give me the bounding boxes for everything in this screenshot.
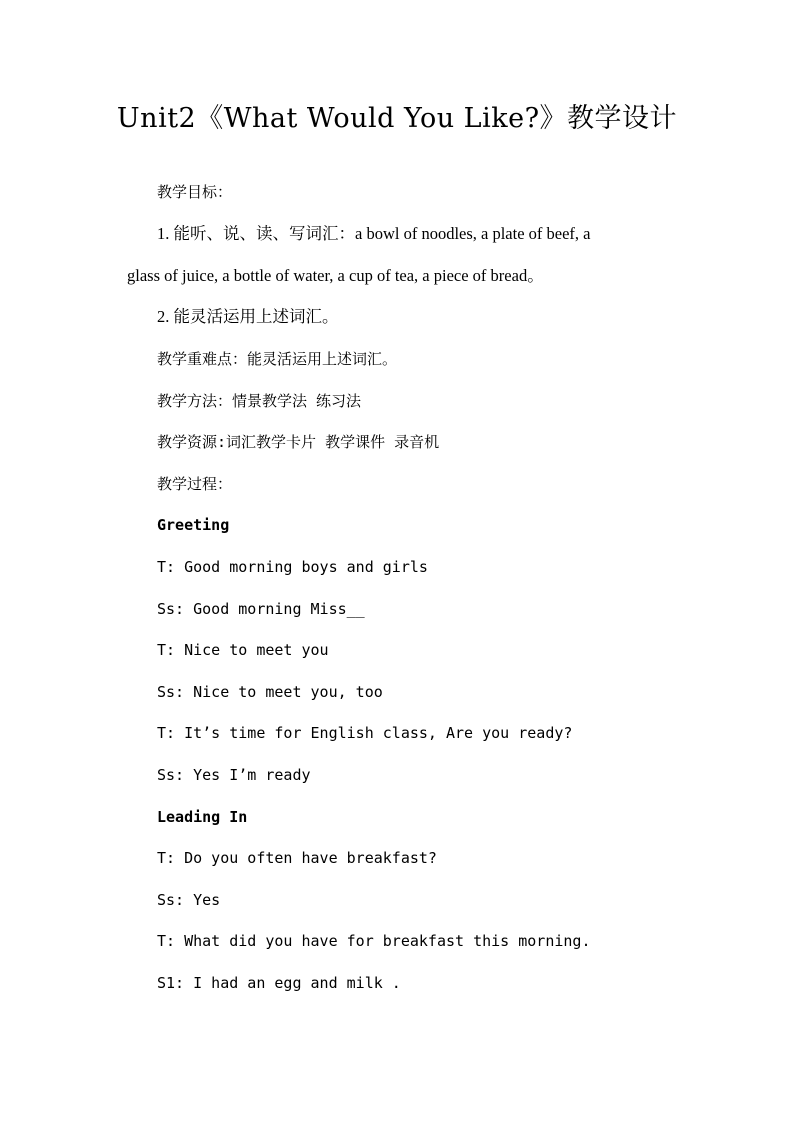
objective-1-line-2: glass of juice, a bottle of water, a cup of tea, a piece of bread。 bbox=[127, 266, 544, 285]
objective-2: 2. 能灵活运用上述词汇。 bbox=[157, 307, 339, 326]
document-title: Unit2《What Would You Like?》教学设计 bbox=[116, 103, 678, 134]
teaching-methods: 教学方法：情景教学法 练习法 bbox=[157, 392, 362, 410]
leading-in-heading: Leading In bbox=[157, 808, 248, 826]
objective-1-line-1: 1. 能听、说、读、写词汇：a bowl of noodles, a plate of beef, a bbox=[157, 224, 591, 243]
objectives-heading: 教学目标： bbox=[157, 183, 233, 201]
process-heading: 教学过程： bbox=[157, 475, 233, 493]
dialogue-line: T: Do you often have breakfast? bbox=[157, 849, 437, 867]
dialogue-line: T: It’s time for English class, Are you ready? bbox=[157, 724, 573, 742]
dialogue-line: T: Good morning boys and girls bbox=[157, 558, 428, 576]
dialogue-line: Ss: Yes I’m ready bbox=[157, 766, 311, 784]
dialogue-line: T: Nice to meet you bbox=[157, 641, 329, 659]
dialogue-line: Ss: Yes bbox=[157, 891, 221, 909]
dialogue-line: T: What did you have for breakfast this morning. bbox=[157, 932, 591, 950]
key-points: 教学重难点：能灵活运用上述词汇。 bbox=[157, 350, 398, 368]
dialogue-line: Ss: Good morning Miss__ bbox=[157, 600, 365, 618]
dialogue-line: Ss: Nice to meet you, too bbox=[157, 683, 383, 701]
greeting-heading: Greeting bbox=[157, 516, 230, 534]
teaching-resources: 教学资源:词汇教学卡片 教学课件 录音机 bbox=[157, 433, 440, 451]
dialogue-line: S1: I had an egg and milk . bbox=[157, 974, 401, 992]
